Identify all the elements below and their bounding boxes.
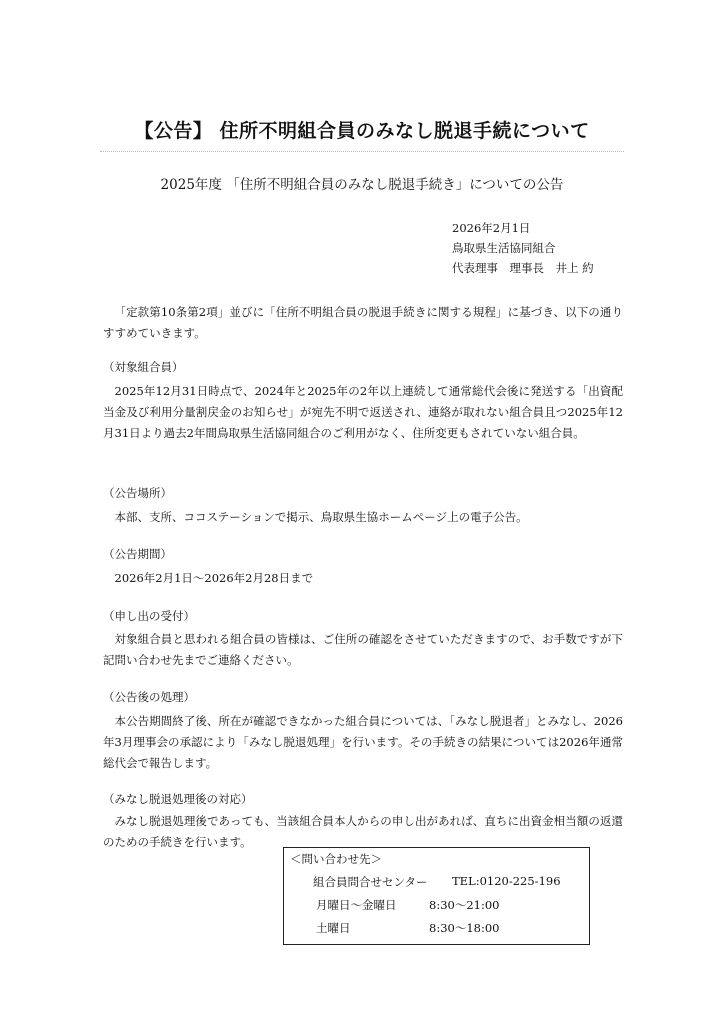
section-body-post-notice-processing: 本公告期間終了後、所在が確認できなかった組合員については、「みなし脱退者」とみなし、2026年3月理事会の承認により「みなし脱退処理」を行います。その手続きの結果については2026年通常総代会で報告します。 <box>103 714 623 770</box>
issuer-representative: 代表理事 理事長 井上 約 <box>452 261 594 275</box>
section-heading-notice-location: （公告場所） <box>103 486 172 500</box>
page-title: 【公告】 住所不明組合員のみなし脱退手続について <box>134 120 590 142</box>
title-divider <box>100 151 624 152</box>
section-heading-post-notice-processing: （公告後の処理） <box>103 690 195 704</box>
issue-date: 2026年2月1日 <box>452 221 531 235</box>
section-heading-target-members: （対象組合員） <box>103 360 184 374</box>
contact-phone: TEL:0120-225-196 <box>452 874 561 888</box>
section-heading-notice-period: （公告期間） <box>103 547 172 561</box>
section-body-request-acceptance: 対象組合員と思われる組合員の皆様は、ご住所の確認をさせていただきますので、お手数ですが下記問い合わせ先までご連絡ください。 <box>103 632 623 667</box>
contact-box <box>283 847 590 945</box>
section-body-target-members: 2025年12月31日時点で、2024年と2025年の2年以上連続して通常総代会後に発送する「出資配当金及び利用分量割戻金のお知らせ」が宛先不明で返送され、連絡が取れない組合員且つ2025年12月31日より過去2年間鳥取県生活協同組合のご利用がなく、住所変更もされていない組合員。 <box>103 384 623 440</box>
section-heading-after-withdrawal: （みなし脱退処理後の対応） <box>103 792 253 806</box>
issuer-organization: 鳥取県生活協同組合 <box>452 241 556 255</box>
section-body-notice-location: 本部、支所、ココステーションで掲示、鳥取県生協ホームページ上の電子公告。 <box>114 510 528 524</box>
section-body-notice-period: 2026年2月1日～2026年2月28日まで <box>114 571 314 585</box>
contact-weekday-label: 月曜日～金曜日 <box>316 898 397 912</box>
contact-title: ＜問い合わせ先＞ <box>290 852 382 866</box>
contact-saturday-hours: 8:30～18:00 <box>429 921 500 935</box>
contact-saturday-label: 土曜日 <box>316 921 351 935</box>
contact-center-name: 組合員問合せセンター <box>313 875 428 889</box>
document-subtitle: 2025年度 「住所不明組合員のみなし脱退手続き」についての公告 <box>160 177 564 193</box>
section-heading-request-acceptance: （申し出の受付） <box>103 609 195 623</box>
contact-weekday-hours: 8:30～21:00 <box>429 898 500 912</box>
section-body-after-withdrawal: みなし脱退処理後であっても、当該組合員本人からの申し出があれば、直ちに出資金相当額の返還のための手続きを行います。 <box>103 814 623 849</box>
intro-paragraph: 「定款第10条第2項」並びに「住所不明組合員の脱退手続きに関する規程」に基づき、以下の通りすすめていきます。 <box>103 305 623 340</box>
issuer-block <box>452 218 594 278</box>
